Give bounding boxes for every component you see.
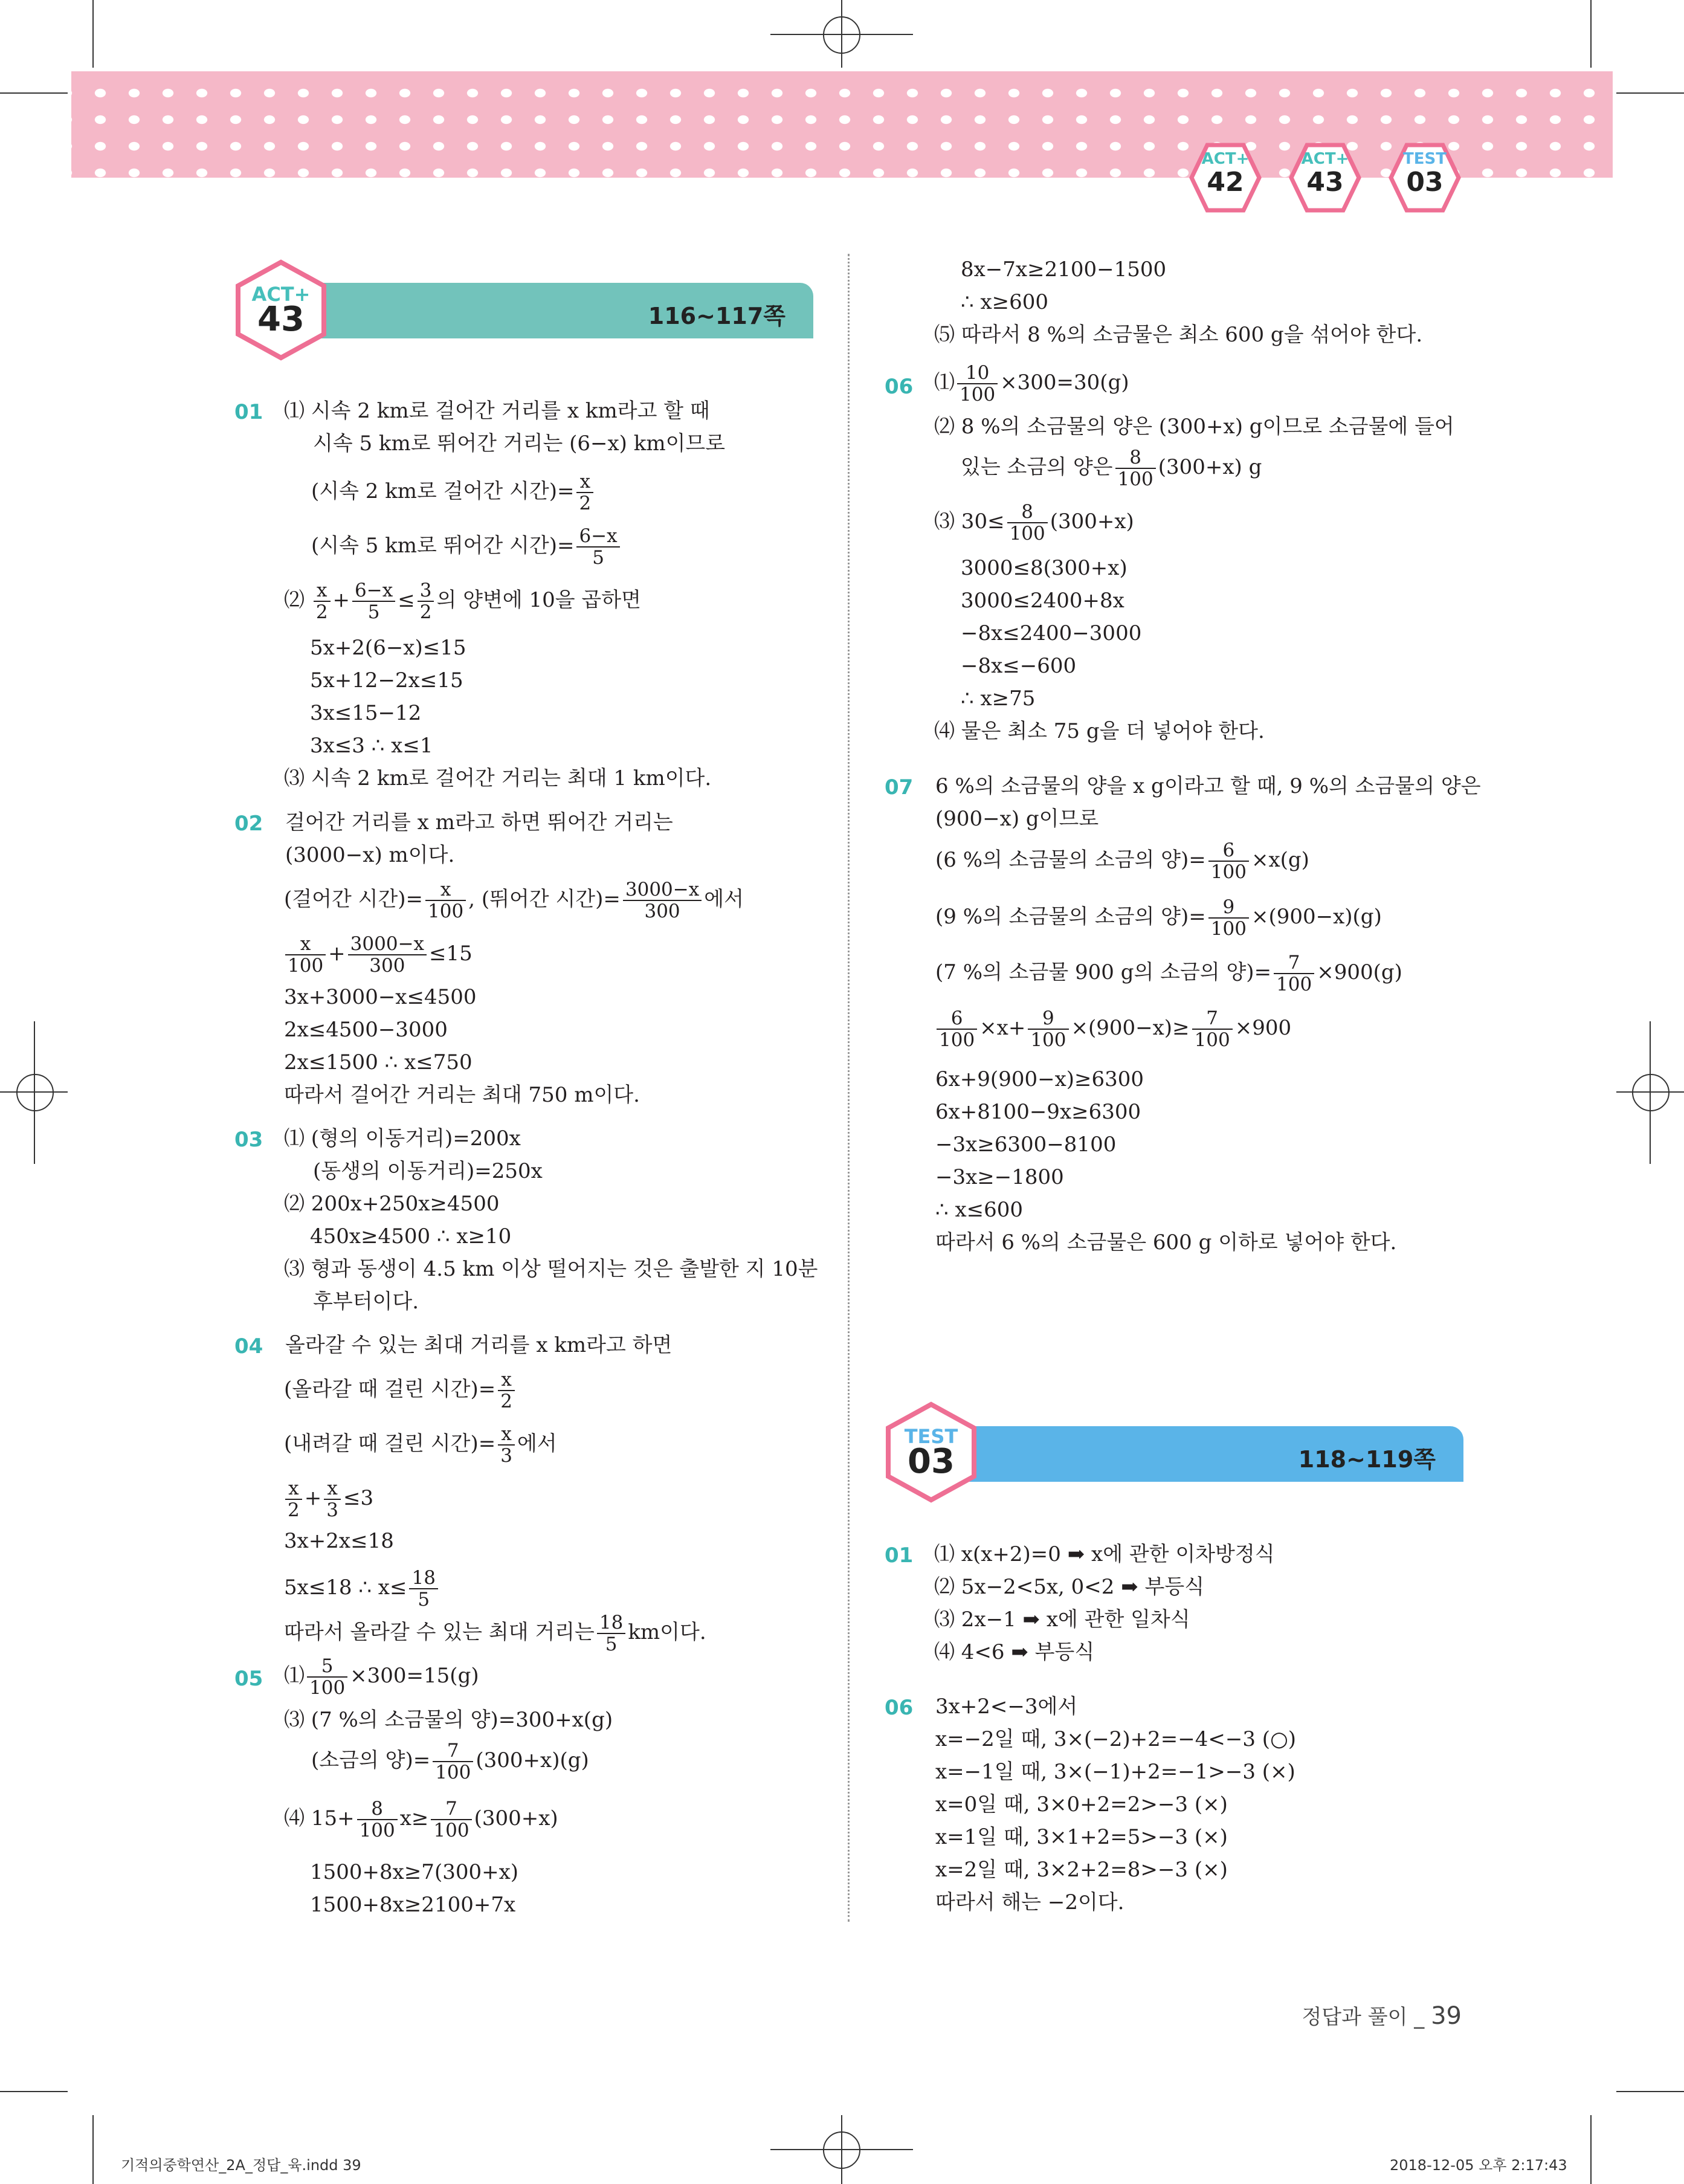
text: ×(900−x)≥: [1071, 1016, 1190, 1040]
denominator: 100: [1030, 1029, 1066, 1051]
fraction: [418, 580, 434, 622]
numerator: 6−x: [352, 580, 395, 602]
fraction: [314, 580, 331, 622]
solution-line: x=1일 때, 3×1+2=5>−3 (×): [935, 1825, 1228, 1849]
solution-line: ⑷ 물은 최소 75 g을 더 넣어야 한다.: [934, 719, 1265, 743]
fraction: [597, 1612, 625, 1655]
badge-number: 42: [1207, 167, 1244, 198]
numerator: 3: [418, 580, 434, 602]
denominator: 300: [644, 900, 680, 922]
solution-line: 6x+9(900−x)≥6300: [935, 1067, 1144, 1091]
badge-label: TEST: [1403, 150, 1447, 168]
crop-mark: [1590, 2115, 1592, 2184]
fraction: [1007, 502, 1048, 544]
solution-line: 따라서 6 %의 소금물은 600 g 이하로 넣어야 한다.: [935, 1230, 1397, 1255]
text: 의 양변에 10을 곱하면: [436, 588, 641, 612]
solution-line: 걸어간 거리를 x m라고 하면 뛰어간 거리는: [285, 810, 673, 835]
badge-number: 03: [1406, 167, 1444, 198]
numerator: 6: [937, 1008, 977, 1030]
text: ⑵: [284, 588, 305, 612]
text: (7 %의 소금물 900 g의 소금의 양)=: [935, 960, 1272, 984]
numerator: x: [285, 1478, 302, 1500]
solution-line: [935, 897, 1382, 939]
solution-line: x=2일 때, 3×2+2=8>−3 (×): [935, 1858, 1228, 1882]
solution-line: [935, 840, 1309, 882]
solution-line: 3x+2x≤18: [284, 1529, 394, 1553]
solution-line: 3000≤8(300+x): [961, 556, 1128, 580]
solution-line: −3x≥6300−8100: [935, 1132, 1117, 1157]
denominator: 2: [500, 1391, 512, 1412]
numerator: 9: [1028, 1008, 1068, 1030]
denominator: 100: [1194, 1029, 1230, 1051]
numerator: 3000−x: [623, 879, 702, 901]
text: ≤15: [429, 942, 473, 966]
text: ×900(g): [1317, 960, 1402, 984]
solution-line: 3x+3000−x≤4500: [284, 985, 477, 1009]
denominator: 100: [435, 1762, 471, 1783]
footer-label: 정답과 풀이 _: [1302, 2005, 1425, 2029]
header-badge-act43: [1289, 141, 1361, 214]
crop-mark: [1616, 92, 1684, 94]
fraction: [433, 1740, 473, 1783]
numerator: 3000−x: [348, 934, 427, 955]
numerator: 8: [1115, 447, 1156, 469]
solution-line: [284, 1612, 706, 1655]
badge-number: 43: [257, 300, 305, 339]
solution-line: 시속 5 km로 뛰어간 거리는 (6−x) km이므로: [313, 431, 726, 456]
denominator: 100: [1276, 974, 1312, 995]
solution-line: [934, 363, 1129, 405]
solution-line: 5x+2(6−x)≤15: [310, 636, 466, 660]
solution-line: −3x≥−1800: [935, 1165, 1064, 1189]
solution-line: (동생의 이동거리)=250x: [313, 1159, 543, 1183]
solution-line: −8x≤2400−3000: [961, 621, 1142, 645]
badge-number: 03: [908, 1442, 955, 1481]
text: ×300=15(g): [350, 1664, 479, 1688]
solution-line: 6x+8100−9x≥6300: [935, 1100, 1141, 1124]
fraction: [1274, 952, 1314, 995]
badge-number: 43: [1306, 167, 1344, 198]
fraction: [937, 1008, 977, 1050]
text: ×(900−x)(g): [1251, 905, 1382, 929]
solution-line: 6 %의 소금물의 양을 x g이라고 할 때, 9 %의 소금물의 양은: [935, 774, 1481, 798]
problem-number: 06: [885, 1696, 914, 1720]
denominator: 100: [960, 384, 996, 405]
problem-number: 06: [885, 375, 914, 399]
solution-line: [284, 1568, 440, 1610]
numerator: x: [285, 934, 326, 955]
solution-line: 8x−7x≥2100−1500: [961, 257, 1167, 282]
section-badge-test03: [883, 1401, 979, 1504]
solution-line: ⑵ 5x−2<5x, 0<2 ➡ 부등식: [934, 1575, 1205, 1599]
text: ⑴: [934, 370, 955, 395]
denominator: 100: [1210, 918, 1247, 940]
solution-line: [284, 1369, 517, 1412]
denominator: 100: [939, 1029, 975, 1051]
denominator: 100: [359, 1820, 395, 1841]
numerator: 8: [1007, 502, 1048, 523]
text: (300+x): [1050, 509, 1134, 534]
text: ×x(g): [1251, 848, 1309, 872]
column-divider: [848, 254, 850, 1922]
text: km이다.: [628, 1620, 706, 1644]
numerator: 7: [431, 1798, 471, 1820]
fraction: [409, 1568, 437, 1610]
numerator: 18: [597, 1612, 625, 1634]
solution-line: ⑷ 4<6 ➡ 부등식: [934, 1640, 1095, 1664]
solution-line: ⑵ 8 %의 소금물의 양은 (300+x) g이므로 소금물에 들어: [934, 415, 1454, 439]
text: x≥: [399, 1806, 429, 1830]
numerator: 7: [433, 1740, 473, 1762]
solution-line: [284, 879, 744, 922]
crop-mark: [92, 0, 94, 68]
text: (시속 5 km로 뛰어간 시간)=: [311, 534, 575, 558]
solution-line: [311, 526, 622, 568]
solution-line: [283, 934, 473, 976]
solution-line: (3000−x) m이다.: [285, 843, 455, 867]
solution-line: 따라서 걸어간 거리는 최대 750 m이다.: [284, 1083, 640, 1107]
print-slug-left: 기적의중학연산_2A_정답_육.indd 39: [121, 2157, 361, 2174]
numerator: 18: [409, 1568, 437, 1589]
denominator: 2: [419, 601, 432, 623]
registration-mark: [16, 1074, 54, 1111]
solution-line: [284, 1656, 479, 1698]
fraction: [576, 471, 593, 514]
solution-line: [934, 1008, 1291, 1050]
solution-line: 1500+8x≥2100+7x: [310, 1893, 516, 1917]
denominator: 5: [605, 1633, 618, 1655]
fraction: [425, 879, 466, 922]
solution-line: ∴ x≥75: [961, 687, 1036, 711]
text: +: [332, 588, 350, 612]
solution-line: −8x≤−600: [961, 654, 1077, 678]
section-pages: 116~117쪽: [648, 303, 786, 329]
page-footer: [1302, 2000, 1462, 2030]
text: (올라갈 때 걸린 시간)=: [284, 1377, 496, 1401]
numerator: 9: [1208, 897, 1249, 919]
denominator: 300: [369, 955, 405, 977]
text: (300+x) g: [1158, 455, 1262, 479]
numerator: x: [498, 1424, 515, 1446]
numerator: x: [324, 1478, 341, 1500]
fraction: [348, 934, 427, 976]
solution-line: 1500+8x≥7(300+x): [310, 1860, 519, 1884]
text: (걸어간 시간)=: [284, 887, 424, 911]
fraction: [285, 934, 326, 976]
solution-line: ∴ x≤600: [935, 1198, 1023, 1222]
header-badge-act42: [1189, 141, 1262, 214]
denominator: 100: [428, 900, 464, 922]
solution-line: 따라서 해는 −2이다.: [935, 1890, 1124, 1914]
solution-line: ∴ x≥600: [961, 290, 1048, 314]
text: , (뛰어간 시간)=: [468, 887, 621, 911]
text: ×x+: [979, 1016, 1026, 1040]
fraction: [576, 526, 619, 568]
problem-number: 04: [234, 1334, 263, 1359]
fraction: [957, 363, 998, 405]
solution-line: ⑴ (형의 이동거리)=200x: [284, 1126, 521, 1151]
fraction: [431, 1798, 471, 1841]
numerator: 7: [1192, 1008, 1233, 1030]
solution-line: (900−x) g이므로: [935, 807, 1099, 831]
print-slug-right: 2018-12-05 오후 2:17:43: [1390, 2157, 1567, 2174]
numerator: 6: [1208, 840, 1249, 862]
crop-mark: [0, 92, 68, 94]
denominator: 3: [326, 1499, 338, 1521]
numerator: x: [425, 879, 466, 901]
numerator: 5: [307, 1656, 347, 1678]
denominator: 2: [579, 493, 592, 514]
header-badge-test03: [1389, 141, 1461, 214]
text: (시속 2 km로 걸어간 시간)=: [311, 479, 575, 503]
solution-line: [284, 580, 641, 622]
page-number: 39: [1431, 2002, 1462, 2030]
denominator: 5: [367, 601, 380, 623]
numerator: 8: [357, 1798, 398, 1820]
text: (내려갈 때 걸린 시간)=: [284, 1432, 496, 1456]
solution-line: ⑶ (7 %의 소금물의 양)=300+x(g): [284, 1708, 613, 1732]
solution-line: [311, 1740, 589, 1783]
text: ⑶ 30≤: [934, 509, 1005, 534]
solution-line: ⑸ 따라서 8 %의 소금물은 최소 600 g을 섞어야 한다.: [934, 323, 1423, 347]
badge-label: ACT+: [251, 283, 311, 306]
section-header-act43: [284, 283, 813, 338]
section-badge-act43: [233, 259, 329, 361]
text: 에서: [704, 887, 744, 911]
solution-line: 2x≤1500 ∴ x≤750: [284, 1050, 473, 1074]
solution-line: ⑵ 200x+250x≥4500: [284, 1192, 500, 1216]
denominator: 5: [592, 547, 604, 569]
solution-line: [934, 502, 1134, 544]
fraction: [357, 1798, 398, 1841]
header-band: [71, 71, 1613, 178]
numerator: 6−x: [576, 526, 619, 548]
solution-line: 3x≤15−12: [310, 701, 422, 725]
text: 따라서 올라갈 수 있는 최대 거리는: [284, 1620, 595, 1644]
numerator: 7: [1274, 952, 1314, 974]
solution-line: [961, 447, 1262, 489]
fraction: [324, 1478, 341, 1520]
solution-line: x=−1일 때, 3×(−1)+2=−1>−3 (×): [935, 1760, 1295, 1784]
solution-line: ⑶ 2x−1 ➡ x에 관한 일차식: [934, 1607, 1190, 1632]
text: ⑴: [284, 1664, 305, 1688]
registration-mark: [823, 2131, 860, 2169]
solution-line: x=0일 때, 3×0+2=2>−3 (×): [935, 1792, 1228, 1817]
text: ×300=30(g): [1000, 370, 1129, 395]
solution-line: 3000≤2400+8x: [961, 589, 1124, 613]
problem-number: 01: [885, 1543, 914, 1568]
text: (300+x)(g): [476, 1748, 589, 1772]
denominator: 2: [288, 1499, 300, 1521]
fraction: [1208, 840, 1249, 882]
denominator: 100: [1210, 861, 1247, 883]
fraction: [1192, 1008, 1233, 1050]
solution-line: 3x+2<−3에서: [935, 1695, 1078, 1719]
solution-line: 3x≤3 ∴ x≤1: [310, 734, 433, 758]
fraction: [498, 1369, 515, 1412]
denominator: 2: [315, 601, 328, 623]
text: 에서: [517, 1432, 557, 1456]
section-header-test03: [940, 1426, 1463, 1482]
solution-line: [935, 952, 1402, 995]
solution-line: 5x+12−2x≤15: [310, 668, 463, 693]
fraction: [285, 1478, 302, 1520]
numerator: x: [498, 1369, 515, 1391]
text: (300+x): [474, 1806, 558, 1830]
solution-line: 후부터이다.: [313, 1290, 419, 1314]
badge-label: ACT+: [1201, 150, 1250, 168]
solution-line: ⑴ x(x+2)=0 ➡ x에 관한 이차방정식: [934, 1542, 1275, 1566]
text: ≤: [398, 588, 415, 612]
fraction: [498, 1424, 515, 1466]
text: (소금의 양)=: [311, 1748, 431, 1772]
text: +: [328, 942, 346, 966]
registration-mark: [1632, 1074, 1669, 1111]
problem-number: 03: [234, 1128, 263, 1152]
denominator: 100: [1009, 523, 1045, 544]
fraction: [307, 1656, 347, 1698]
badge-label: ACT+: [1301, 150, 1349, 168]
section-pages: 118~119쪽: [1298, 1446, 1436, 1473]
crop-mark: [0, 2091, 68, 2092]
solution-line: 올라갈 수 있는 최대 거리를 x km라고 하면: [285, 1333, 673, 1357]
denominator: 100: [433, 1820, 469, 1841]
solution-line: [284, 1424, 557, 1466]
numerator: x: [576, 471, 593, 493]
solution-line: x=−2일 때, 3×(−2)+2=−4<−3 (○): [935, 1727, 1297, 1751]
text: (9 %의 소금물의 소금의 양)=: [935, 905, 1206, 929]
text: ≤3: [343, 1486, 374, 1510]
text: 있는 소금의 양은: [961, 455, 1113, 479]
denominator: 3: [500, 1445, 512, 1467]
problem-number: 07: [885, 775, 914, 800]
crop-mark: [92, 2115, 94, 2184]
text: 5x≤18 ∴ x≤: [284, 1575, 407, 1600]
solution-line: 450x≥4500 ∴ x≥10: [310, 1224, 512, 1249]
text: ×900: [1234, 1016, 1292, 1040]
denominator: 5: [418, 1589, 430, 1611]
problem-number: 02: [234, 812, 263, 836]
crop-mark: [1590, 0, 1592, 68]
text: ⑷ 15+: [284, 1806, 355, 1830]
fraction: [1208, 897, 1249, 939]
problem-number: 05: [234, 1667, 263, 1691]
numerator: x: [314, 580, 331, 602]
badge-label: TEST: [904, 1425, 958, 1448]
fraction: [352, 580, 395, 622]
text: +: [304, 1486, 322, 1510]
numerator: 10: [957, 363, 998, 384]
registration-mark: [823, 16, 860, 54]
text: (6 %의 소금물의 소금의 양)=: [935, 848, 1206, 872]
problem-number: 01: [234, 400, 263, 424]
crop-mark: [1616, 2091, 1684, 2092]
solution-line: [311, 471, 596, 514]
solution-line: [284, 1798, 558, 1841]
fraction: [623, 879, 702, 922]
solution-line: ⑶ 형과 동생이 4.5 km 이상 떨어지는 것은 출발한 지 10분: [284, 1257, 818, 1281]
denominator: 100: [309, 1677, 346, 1699]
solution-line: ⑶ 시속 2 km로 걸어간 거리는 최대 1 km이다.: [284, 766, 712, 790]
fraction: [1028, 1008, 1068, 1050]
solution-line: 2x≤4500−3000: [284, 1018, 448, 1042]
solution-line: ⑴ 시속 2 km로 걸어간 거리를 x km라고 할 때: [284, 399, 710, 423]
denominator: 100: [1117, 468, 1153, 490]
fraction: [1115, 447, 1156, 489]
solution-line: [283, 1478, 373, 1520]
denominator: 100: [288, 955, 324, 977]
